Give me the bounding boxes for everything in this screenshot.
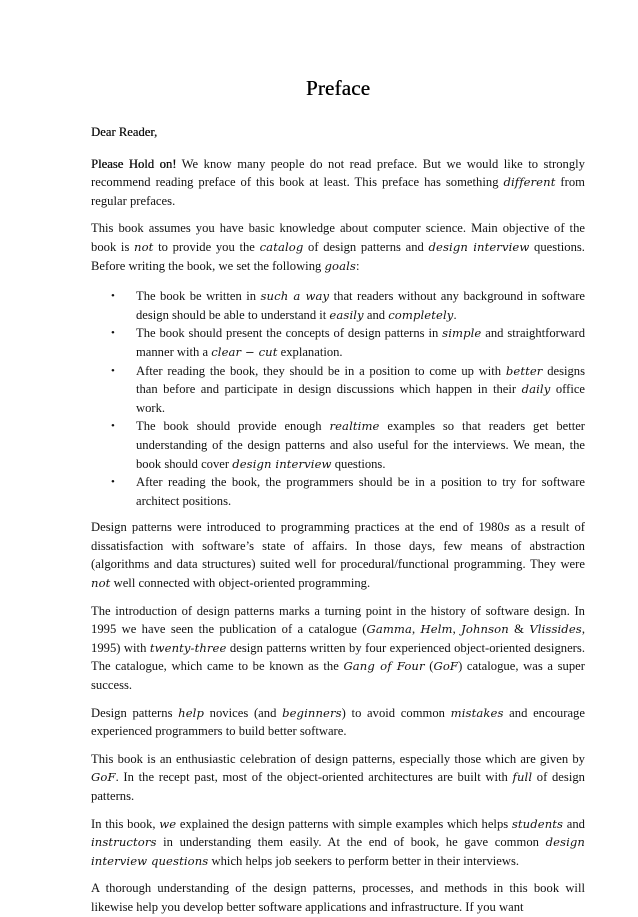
list-item: • The book should provide enough realtime examples so that readers get better understanding of the design patterns and also useful for the interviews. We mean, the book should cover design interview questions. (111, 419, 585, 471)
goals-list (91, 287, 585, 510)
list-item: • After reading the book, the programmers should be in a position to try for software architect positions. (111, 475, 585, 508)
bullet-icon: • (111, 327, 115, 340)
bullet-icon: • (111, 476, 115, 489)
paragraph-thorough-understanding: A thorough understanding of the design patterns, processes, and methods in this book will likewise help you develop better software applications and infrastructure. If you want (91, 881, 585, 914)
paragraph-gof-introduction: The introduction of design patterns marks a turning point in the history of software design. In 1995 we have seen the publication of a catalogue (Gamma, Helm, Johnson & Vlissides, 1995) with twenty-three design patterns written by four experienced object-oriented designers. The catalogue, which came to be known as the Gang of Four (GoF) catalogue, was a super success. (91, 603, 586, 693)
paragraph-help-novices: Design patterns help novices (and beginners) to avoid common mistakes and encourage experienced programmers to build better software. (91, 705, 585, 739)
list-item: • After reading the book, they should be in a position to come up with better designs than before and participate in design discussions which happen in their daily office work. (111, 363, 585, 415)
paragraph-assumptions: This book assumes you have basic knowledge about computer science. Main objective of the book is not to provide you the catalog of design patterns and design interview questions. Before writing the book, we set the following goals: (91, 221, 585, 273)
list-item: • The book should present the concepts of design patterns in simple and straightforward manner with a clear − cut explanation. (111, 326, 585, 359)
salutation: Dear Reader, (91, 125, 158, 139)
list-item: • The book be written in such a way that readers without any background in software design should be able to understand it easily and completely. (111, 289, 585, 322)
bullet-icon: • (111, 420, 115, 433)
document-page (91, 76, 585, 917)
page-title: Preface (305, 76, 371, 100)
paragraph-history: Design patterns were introduced to programming practices at the end of 1980s as a result of dissatisfaction with software’s state of affairs. In those days, few means of abstraction (algorithms and data structures) suited well for procedural/functional programming. They were not well connected with object-oriented programming. (91, 520, 585, 591)
bullet-icon: • (111, 364, 115, 377)
paragraph-in-this-book: In this book, we explained the design patterns with simple examples which helps students and instructors in understanding them easily. At the end of book, he gave common design interview questions which helps job seekers to perform better in their interviews. (91, 816, 585, 868)
paragraph-please-hold-on: Please Hold on! We know many people do not read preface. But we would like to strongly recommend reading preface of this book at least. This preface has something different from regular prefaces. (91, 156, 585, 208)
lead-phrase: Please Hold on! (91, 156, 177, 171)
paragraph-celebration: This book is an enthusiastic celebration of design patterns, especially those which are given by GoF. In the recept past, most of the object-oriented architectures are built with full of design patterns. (91, 751, 585, 803)
bullet-icon: • (111, 290, 115, 303)
